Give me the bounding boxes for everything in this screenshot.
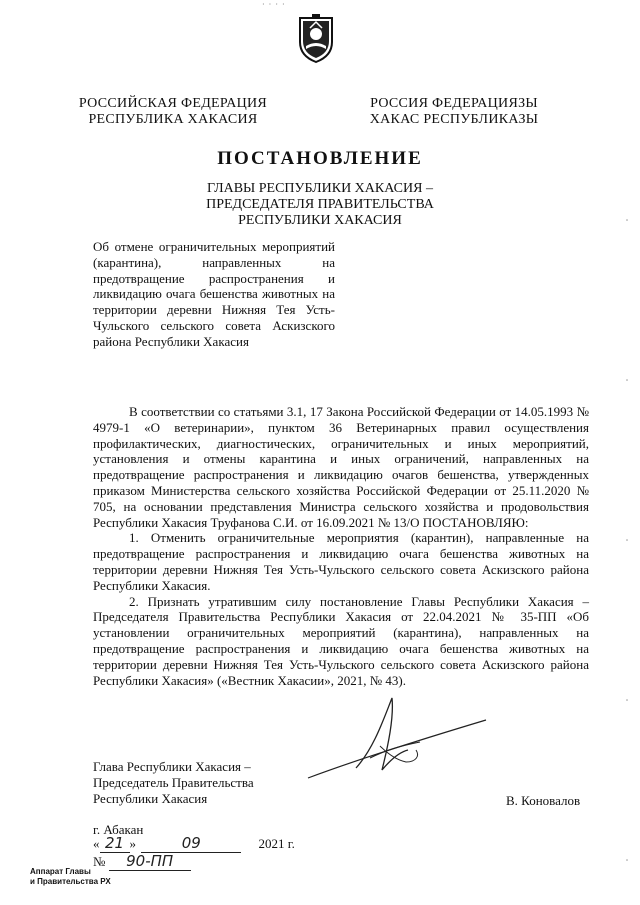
signature-block-line: Председатель Правительства: [93, 775, 254, 790]
header-right-line: РОССИЯ ФЕДЕРАЦИЯЗЫ: [370, 96, 538, 111]
document-title: ПОСТАНОВЛЕНИЕ: [217, 148, 423, 169]
body-paragraph: 2. Признать утратившим силу постановление Главы Республики Хакасия – Председателя Правительства Республики Хакасия от 22.04.2021 № 35-ПП «Об установлении ограничительных мероприятий (карантина), направленных на предотвращение распространения и ликвидацию очага бешенства животных на территории деревни Нижняя Тея Усть-Чульского сельского совета Аскизского района Республики Хакасия» («Вестник Хакасии», 2021, № 43).: [93, 593, 589, 688]
signature-block-line: Республики Хакасия: [93, 791, 208, 806]
date-month: 09: [141, 834, 241, 853]
stamp-line: и Правительства РХ: [30, 877, 111, 886]
header-left: [78, 96, 268, 128]
date-year: 2021 г.: [258, 836, 295, 851]
date-day: 21: [100, 834, 130, 853]
subtitle-line: РЕСПУБЛИКИ ХАКАСИЯ: [238, 213, 402, 228]
document-subject: Об отмене ограничительных мероприятий (карантина), направленных на предотвращение распространения и ликвидацию очага бешенства животных на территории деревни Нижняя Тея Усть-Чульского сельского совета Аскизского района Республики Хакасия: [93, 239, 335, 349]
coat-of-arms-icon: [292, 12, 340, 64]
subtitle-line: ГЛАВЫ РЕСПУБЛИКИ ХАКАСИЯ –: [207, 181, 433, 196]
subtitle-line: ПРЕДСЕДАТЕЛЯ ПРАВИТЕЛЬСТВА: [206, 197, 434, 212]
date-open-quote: «: [93, 836, 100, 851]
date-close-quote: »: [129, 836, 136, 851]
office-stamp: [30, 867, 111, 887]
signature-block-line: Глава Республики Хакасия –: [93, 759, 251, 774]
scan-mark: · · · ·: [262, 0, 286, 9]
header-right-line: ХАКАС РЕСПУБЛИКАЗЫ: [369, 112, 539, 127]
scan-margin-dots: [622, 200, 632, 880]
city: г. Абакан: [93, 822, 144, 837]
document-date: [93, 834, 295, 853]
signature-image: [296, 688, 496, 798]
number-prefix: №: [93, 854, 106, 869]
header-left-line: РЕСПУБЛИКА ХАКАСИЯ: [88, 112, 258, 127]
header-left-line: РОССИЙСКАЯ ФЕДЕРАЦИЯ: [78, 96, 268, 111]
document-subtitle: [0, 181, 640, 229]
number-value: 90-ПП: [109, 852, 191, 871]
document-body: [93, 404, 589, 688]
header-right: [366, 96, 542, 128]
stamp-line: Аппарат Главы: [30, 867, 91, 876]
body-paragraph: 1. Отменить ограничительные мероприятия (карантин), направленные на предотвращение распространения и ликвидацию очага бешенства животных на территории деревни Нижняя Тея Усть-Чульского сельского совета Аскизского района Республики Хакасия.: [93, 530, 589, 593]
signature-block: [93, 759, 254, 807]
body-paragraph: В соответствии со статьями 3.1, 17 Закона Российской Федерации от 14.05.1993 № 4979-1 «О ветеринарии», пунктом 36 Ветеринарных правил осуществления профилактических, диагностических, ограничительных и иных мероприятий, установления и отмены карантина и иных ограничений, направленных на предотвращение распространения и ликвидацию очагов бешенства, утвержденных приказом Министерства сельского хозяйства Российской Федерации от 25.11.2020 № 705, на основании представления Министра сельского хозяйства и продовольствия Республики Хакасия Труфанова С.И. от 16.09.2021 № 13/О ПОСТАНОВЛЯЮ:: [93, 404, 589, 530]
signer-name: В. Коновалов: [506, 793, 581, 808]
